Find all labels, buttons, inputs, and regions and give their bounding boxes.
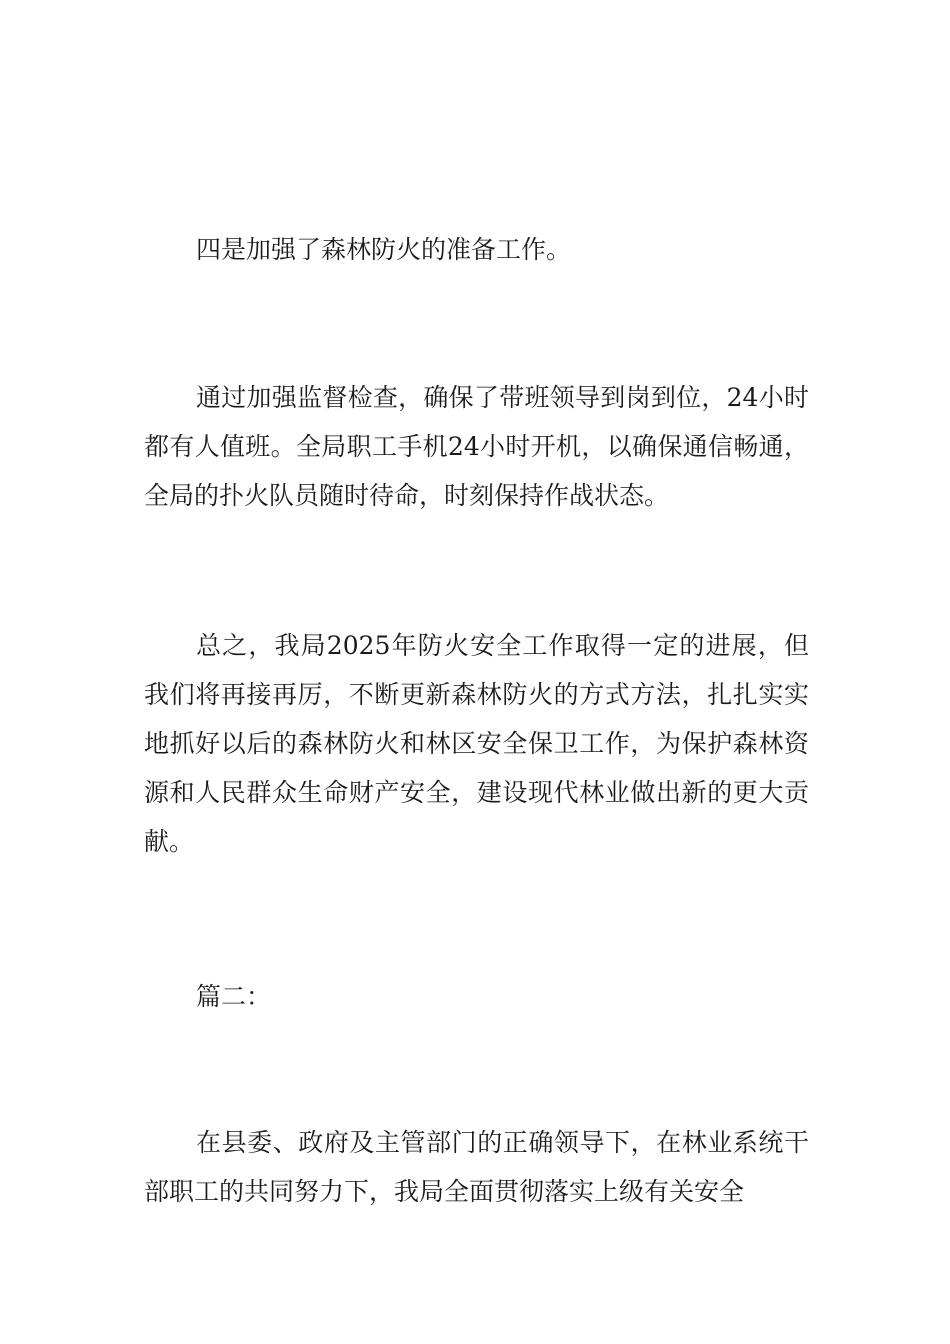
paragraph-supervision-inspection: 通过加强监督检查，确保了带班领导到岗到位，24小时都有人值班。全局职工手机24小时开机，以确保通信畅通，全局的扑火队员随时待命，时刻保持作战状态。 — [144, 383, 809, 510]
paragraph-part-two-intro: 在县委、政府及主管部门的正确领导下，在林业系统干部职工的共同努力下，我局全面贯彻落实上级有关安全 — [144, 1128, 809, 1206]
paragraph-summary: 总之，我局2025年防火安全工作取得一定的进展，但我们将再接再厉，不断更新森林防火的方式方法，扎扎实实地抓好以后的森林防火和林区安全保卫工作，为保护森林资源和人民群众生命财产安全，建设现代林业做出新的更大贡献。 — [144, 631, 809, 856]
paragraph-fire-prevention-preparation: 四是加强了森林防火的准备工作。 — [196, 235, 572, 264]
section-heading-part-two: 篇二： — [196, 982, 272, 1011]
